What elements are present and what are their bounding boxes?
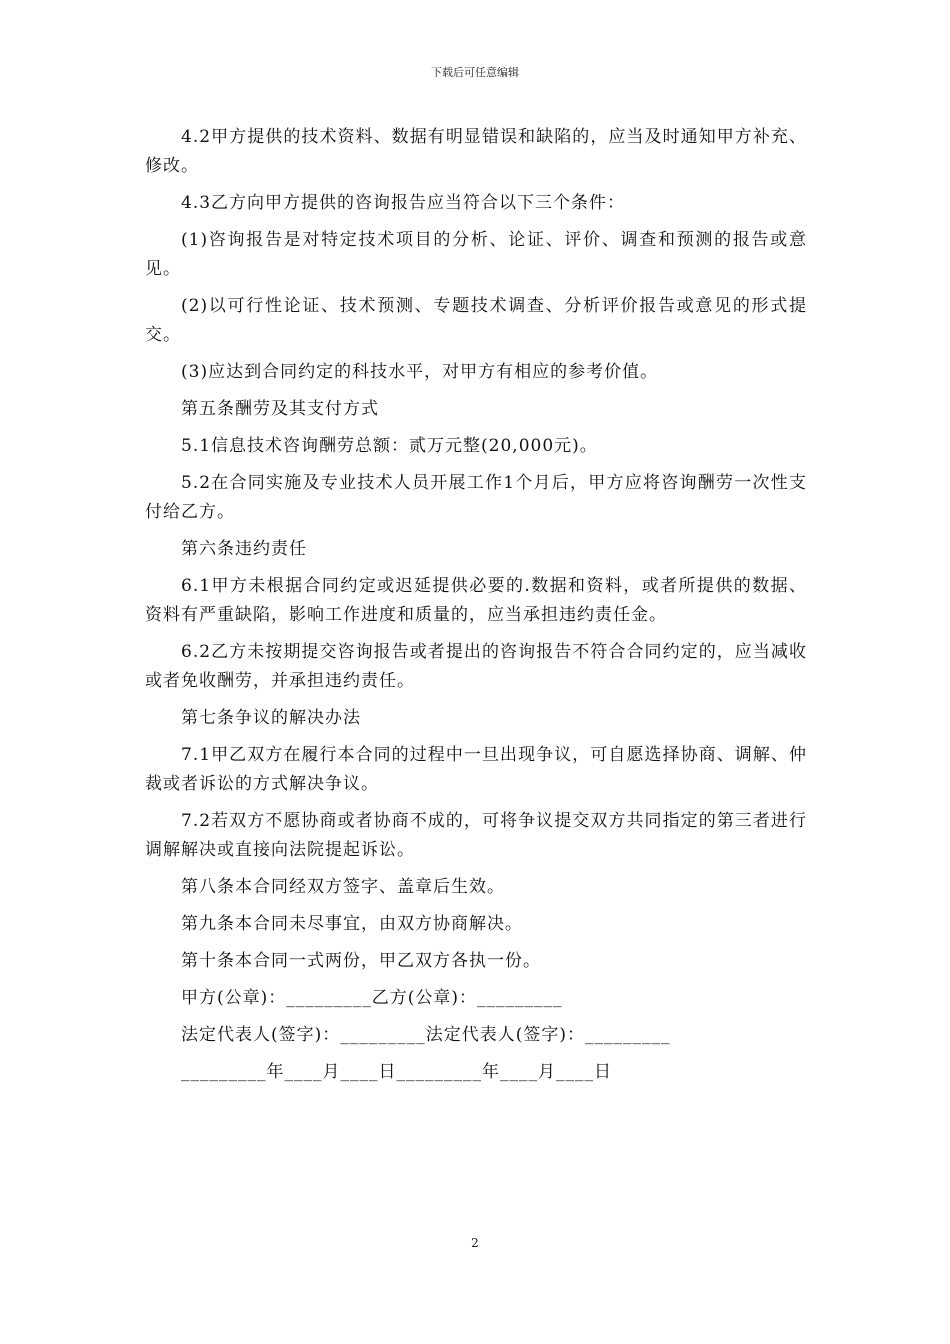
page-number: 2: [471, 1236, 479, 1250]
clause-5-1: 5.1信息技术咨询酬劳总额：贰万元整(20,000元)。: [181, 436, 598, 456]
article-8: 第八条本合同经双方签字、盖章后生效。: [181, 877, 505, 897]
article-10: 第十条本合同一式两份，甲乙双方各执一份。: [181, 951, 541, 971]
article-9: 第九条本合同未尽事宜，由双方协商解决。: [181, 914, 523, 934]
article-6-heading: 第六条违约责任: [181, 539, 307, 559]
clause-4-2: 4.2甲方提供的技术资料、数据有明显错误和缺陷的，应当及时通知甲方补充、修改。: [145, 127, 807, 176]
clause-7-2: 7.2若双方不愿协商或者协商不成的，可将争议提交双方共同指定的第三者进行调解解决或直接向法院提起诉讼。: [145, 811, 807, 860]
page-header: 下载后可任意编辑: [431, 66, 519, 79]
seal-signature-line: 甲方(公章)：_________乙方(公章)：_________: [181, 988, 563, 1008]
condition-1: (1)咨询报告是对特定技术项目的分析、论证、评价、调查和预测的报告或意见。: [145, 230, 807, 279]
clause-7-1: 7.1甲乙双方在履行本合同的过程中一旦出现争议，可自愿选择协商、调解、仲裁或者诉讼的方式解决争议。: [145, 745, 807, 794]
article-5-heading: 第五条酬劳及其支付方式: [181, 399, 379, 419]
clause-5-2: 5.2在合同实施及专业技术人员开展工作1个月后，甲方应将咨询酬劳一次性支付给乙方。: [145, 473, 807, 522]
clause-6-2: 6.2乙方未按期提交咨询报告或者提出的咨询报告不符合合同约定的，应当减收或者免收酬劳，并承担违约责任。: [145, 642, 807, 691]
article-7-heading: 第七条争议的解决办法: [181, 708, 361, 728]
representative-signature-line: 法定代表人(签字)：_________法定代表人(签字)：_________: [181, 1025, 671, 1045]
clause-4-3: 4.3乙方向甲方提供的咨询报告应当符合以下三个条件：: [181, 193, 626, 213]
date-line: _________年____月____日_________年____月____日: [181, 1062, 612, 1082]
condition-3: (3)应达到合同约定的科技水平，对甲方有相应的参考价值。: [181, 362, 659, 382]
condition-2: (2)以可行性论证、技术预测、专题技术调查、分析评价报告或意见的形式提交。: [145, 296, 807, 345]
clause-6-1: 6.1甲方未根据合同约定或迟延提供必要的.数据和资料，或者所提供的数据、资料有严重缺陷，影响工作进度和质量的，应当承担违约责任金。: [145, 576, 807, 625]
document-body: [145, 123, 807, 1095]
